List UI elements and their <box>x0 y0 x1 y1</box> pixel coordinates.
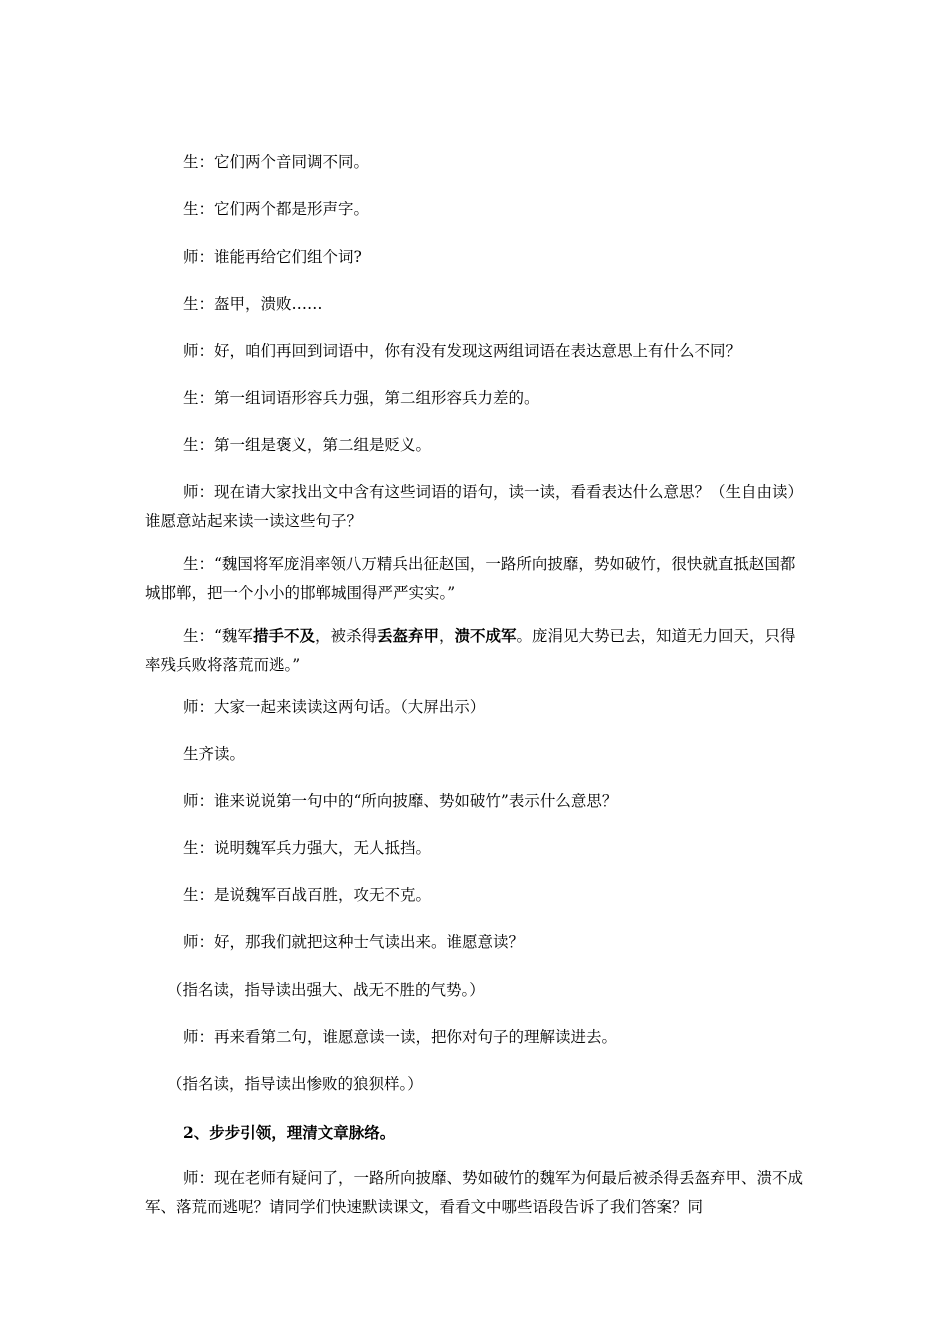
paragraph-8 <box>145 478 805 536</box>
text-segment: 。庞涓见大势已去，知道无力回天，只得率残兵败将落荒而逃。” <box>145 627 796 674</box>
text-segment: 生：第一组词语形容兵力强，第二组形容兵力差的。 <box>183 389 540 407</box>
paragraph-19 <box>145 1070 805 1099</box>
paragraph-1 <box>145 148 805 177</box>
paragraph-13 <box>145 787 805 816</box>
text-segment: 生：它们两个都是形声字。 <box>183 200 370 218</box>
paragraph-21 <box>145 1164 805 1222</box>
paragraph-18 <box>145 1023 805 1052</box>
paragraph-6 <box>145 384 805 413</box>
paragraph-10 <box>145 621 805 680</box>
text-segment: （指名读，指导读出强大、战无不胜的气势。） <box>167 981 485 999</box>
text-segment: 生：它们两个音同调不同。 <box>183 153 370 171</box>
paragraph-5 <box>145 337 805 366</box>
section-heading <box>145 1118 805 1147</box>
paragraph-16 <box>145 928 805 957</box>
paragraph-14 <box>145 834 805 863</box>
text-segment: ，被杀得 <box>314 627 377 645</box>
text-segment: 生：说明魏军兵力强大，无人抵挡。 <box>183 839 432 857</box>
text-segment: 师：大家一起来读读这两句话。（大屏出示） <box>183 698 486 716</box>
paragraph-17 <box>145 976 805 1005</box>
paragraph-4 <box>145 290 805 319</box>
paragraph-3 <box>145 243 805 272</box>
text-segment: 师：谁来说说第一句中的“所向披靡、势如破竹”表示什么意思？ <box>183 792 618 810</box>
bold-phrase: 溃不成军 <box>454 626 517 645</box>
paragraph-2 <box>145 195 805 224</box>
text-segment: 生：第一组是褒义，第二组是贬义。 <box>183 436 432 454</box>
bold-phrase: 措手不及 <box>252 626 315 645</box>
text-segment: 师：谁能再给它们组个词? <box>183 248 362 266</box>
text-segment: 生：“魏国将军庞涓率领八万精兵出征赵国，一路所向披靡，势如破竹，很快就直抵赵国都城邯郸，把一个小小的邯郸城围得严严实实。” <box>145 555 796 602</box>
heading-text: 2、步步引领，理清文章脉络。 <box>183 1123 396 1142</box>
text-segment: 师：现在请大家找出文中含有这些词语的语句，读一读，看看表达什么意思？（生自由读）谁愿意站起来读一读这些句子？ <box>145 483 804 530</box>
text-segment: 师：好，咱们再回到词语中，你有没有发现这两组词语在表达意思上有什么不同？ <box>183 342 742 360</box>
bold-phrase: 丢盔弃甲 <box>376 626 439 645</box>
paragraph-12 <box>145 740 805 769</box>
text-segment: 师：再来看第二句，谁愿意读一读，把你对句子的理解读进去。 <box>183 1028 618 1046</box>
paragraph-7 <box>145 431 805 460</box>
text-segment: 生：盔甲，溃败…… <box>183 295 323 313</box>
paragraph-15 <box>145 881 805 910</box>
text-segment: 生：“魏军 <box>183 627 253 645</box>
text-segment: 生：是说魏军百战百胜，攻无不克。 <box>183 886 432 904</box>
text-segment: 生齐读。 <box>183 745 246 763</box>
paragraph-11 <box>145 693 805 722</box>
paragraph-9 <box>145 550 805 608</box>
text-segment: ， <box>438 627 455 645</box>
text-segment: （指名读，指导读出惨败的狼狈样。） <box>167 1075 423 1093</box>
text-segment: 师：现在老师有疑问了，一路所向披靡、势如破竹的魏军为何最后被杀得丢盔弃甲、溃不成军、落荒而逃呢？请同学们快速默读课文，看看文中哪些语段告诉了我们答案？同 <box>145 1169 804 1216</box>
text-segment: 师：好，那我们就把这种士气读出来。谁愿意读？ <box>183 933 525 951</box>
